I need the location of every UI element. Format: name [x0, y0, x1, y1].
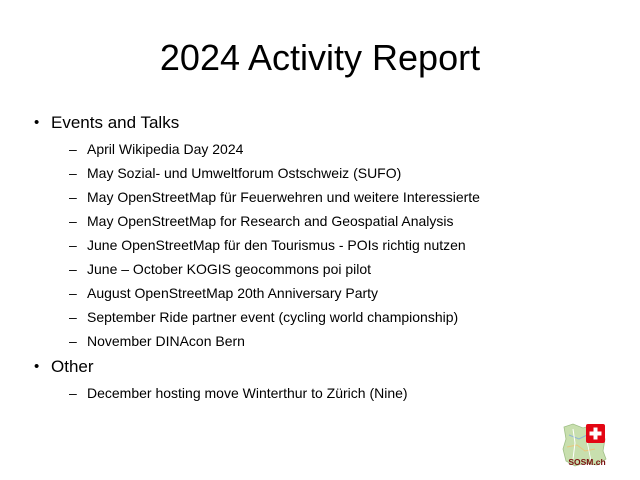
bullet-list [34, 109, 594, 405]
list-item: – August OpenStreetMap 20th Anniversary Party [69, 285, 379, 301]
other-sub-list [51, 381, 594, 405]
events-sub-list [51, 137, 594, 353]
list-item: – May OpenStreetMap for Research and Geospatial Analysis [69, 213, 454, 229]
section-events [34, 109, 594, 353]
section-other [34, 353, 594, 405]
section-events-label: Events and Talks [51, 113, 180, 132]
list-item: – June – October KOGIS geocommons poi pilot [69, 261, 372, 277]
list-item: – May OpenStreetMap für Feuerwehren und weitere Interessierte [69, 189, 480, 205]
list-item: – September Ride partner event (cycling world championship) [69, 309, 459, 325]
list-item: – May Sozial- und Umweltforum Ostschweiz (SUFO) [69, 165, 402, 181]
bullet-dot: • [34, 358, 40, 375]
list-item: – December hosting move Winterthur to Zürich (Nine) [69, 385, 408, 401]
bullet-dot: • [34, 114, 40, 131]
section-other-label: Other [51, 357, 94, 376]
logo-text: SOSM.ch [568, 457, 606, 467]
slide-title: 2024 Activity Report [159, 37, 481, 78]
list-item: – June OpenStreetMap für den Tourismus - POIs richtig nutzen [69, 237, 466, 253]
list-item: – April Wikipedia Day 2024 [69, 141, 244, 157]
sosm-logo-icon [561, 421, 609, 469]
list-item: – November DINAcon Bern [69, 333, 245, 349]
